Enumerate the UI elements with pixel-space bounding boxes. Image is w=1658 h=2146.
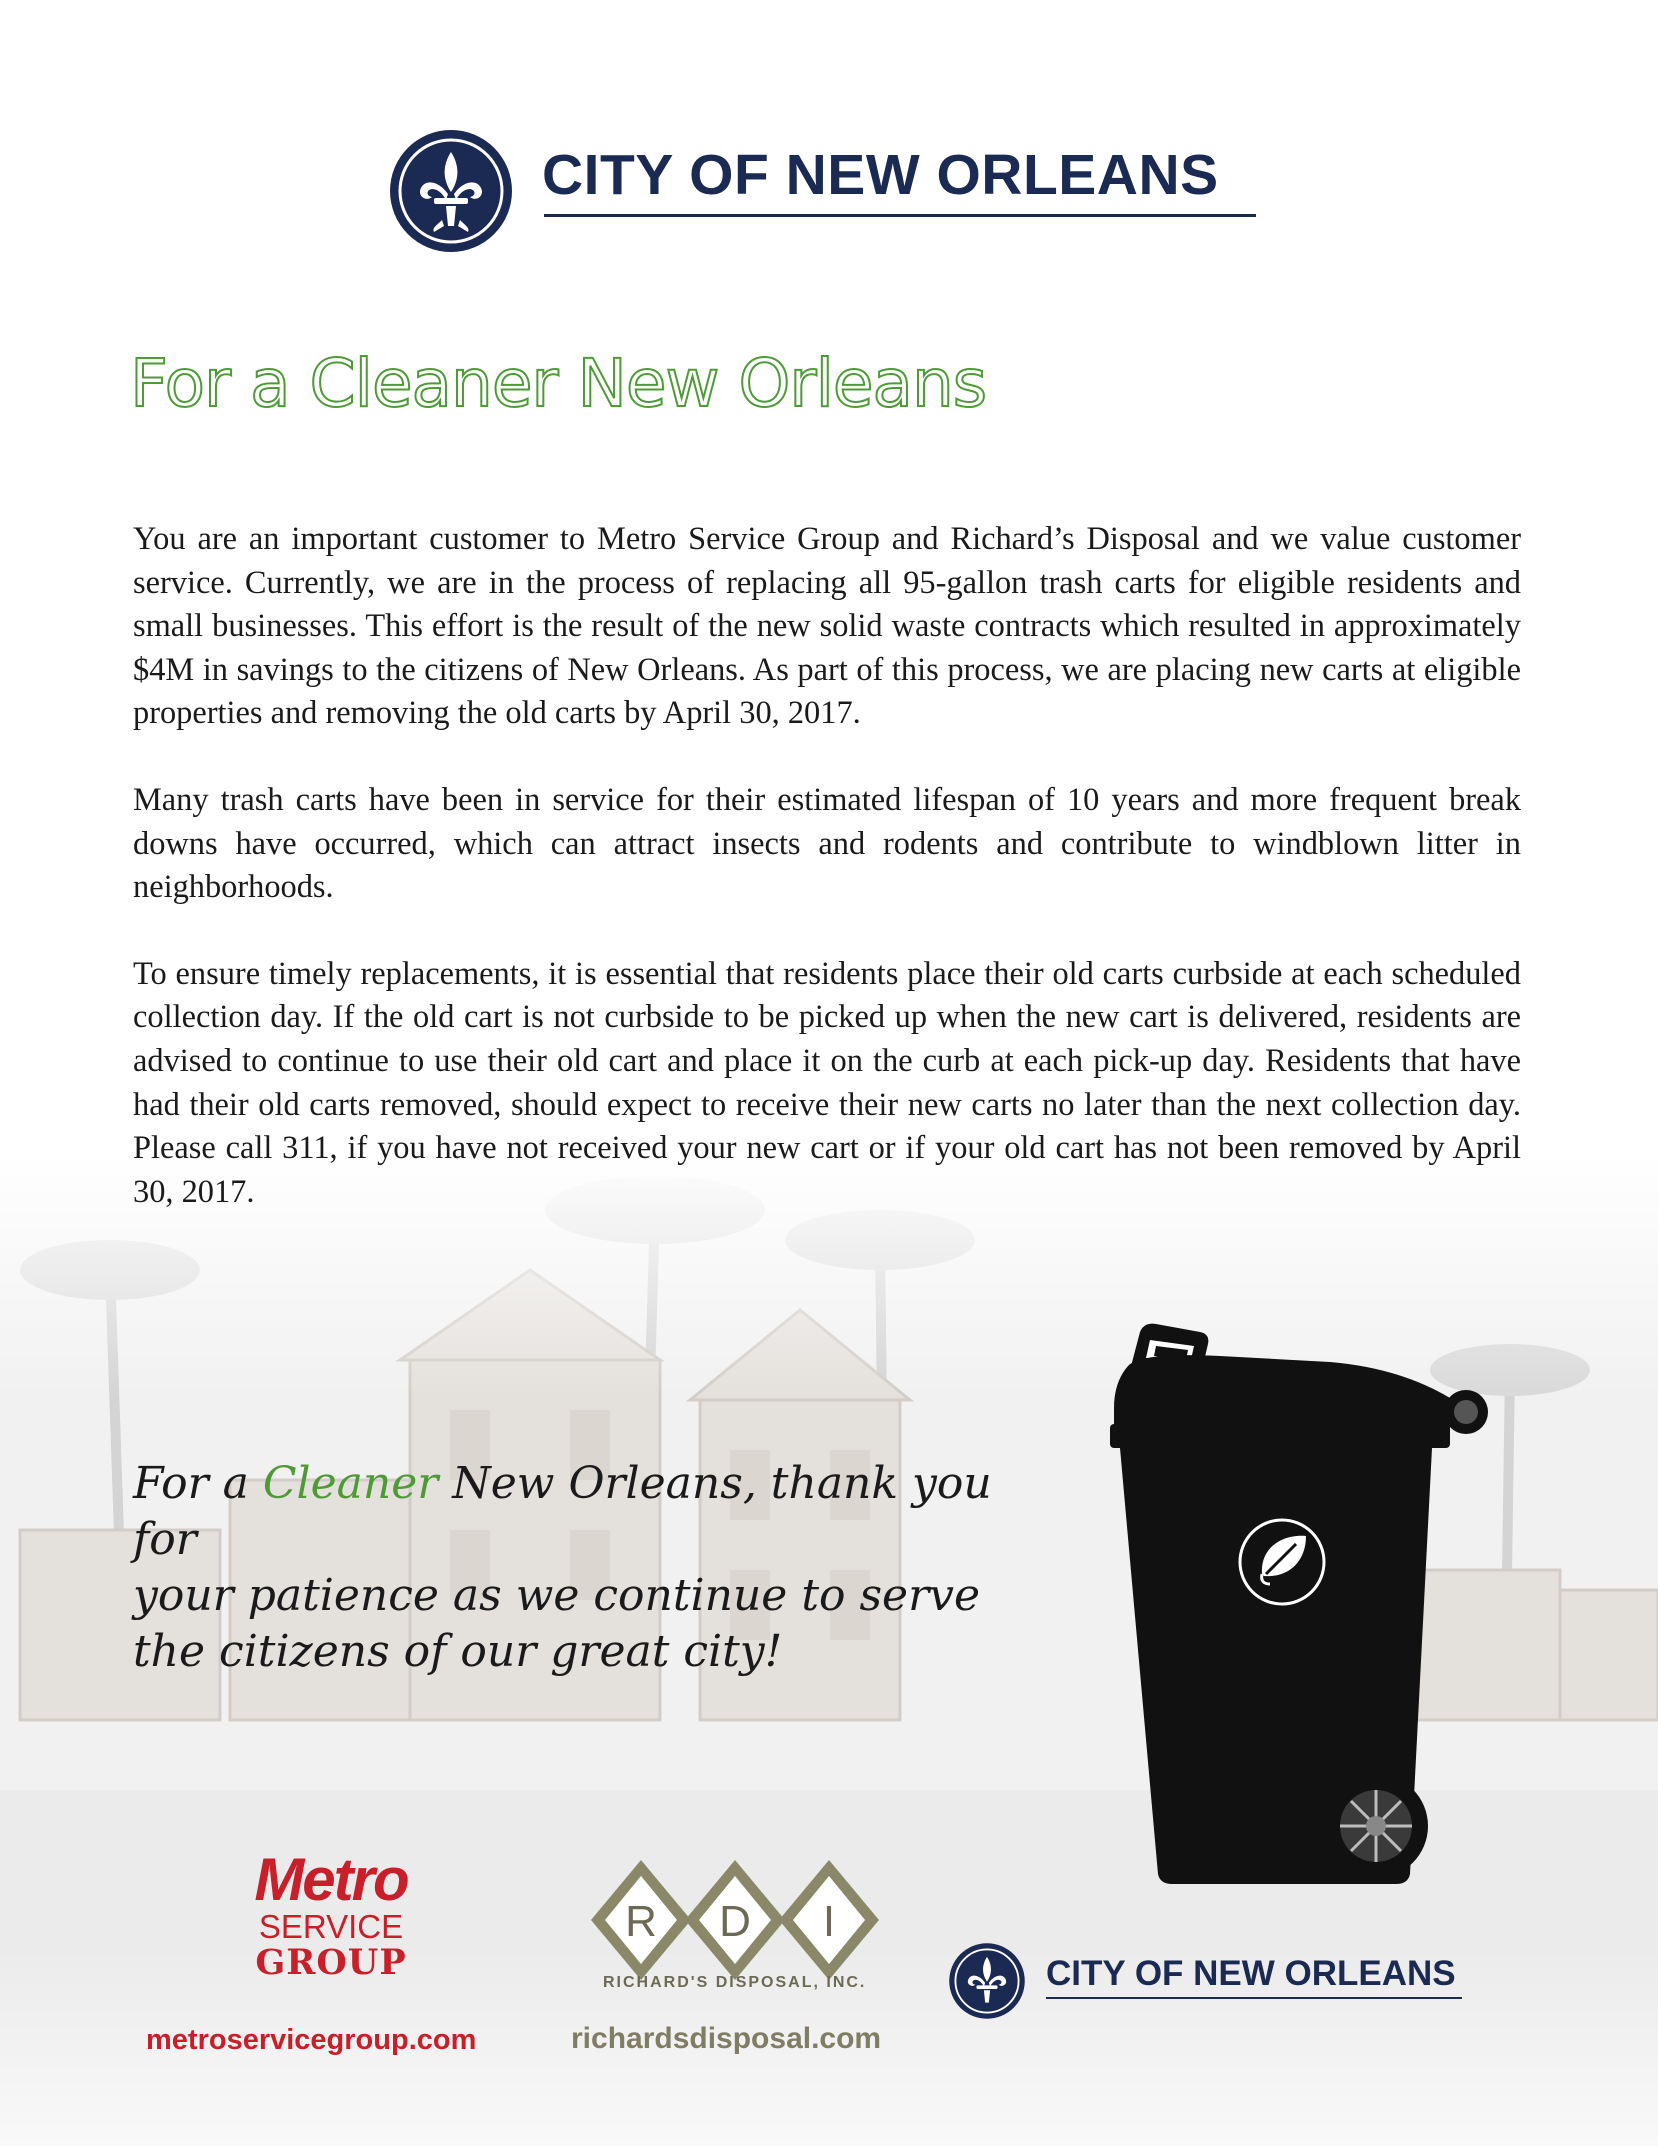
paragraph-intro: You are an important customer to Metro Service Group and Richard’s Disposal and we value customer service. Currently, we are in the process of replacing all 95-gallon trash carts for eligible residents and small businesses. This effort is the result of the new solid waste contracts which resulted in approximately $4M in savings to the citizens of New Orleans. As part of this process, we are placing new carts at eligible properties and removing the old carts by April 30, 2017. bbox=[133, 521, 1521, 732]
thanks-lead: For a bbox=[133, 1458, 263, 1509]
thanks-line1: New Orleans, thank you for bbox=[133, 1458, 992, 1565]
city-header bbox=[388, 128, 1268, 228]
body-text bbox=[133, 518, 1521, 1257]
trash-cart-icon bbox=[1100, 1312, 1500, 1892]
thanks-line3: the citizens of our great city! bbox=[133, 1626, 783, 1677]
thanks-highlight: Cleaner bbox=[262, 1458, 439, 1509]
rdi-letter-i: I bbox=[822, 1897, 836, 1946]
thank-you-message bbox=[133, 1456, 1063, 1680]
fleur-de-lis-seal-icon bbox=[388, 128, 514, 254]
rdi-letter-d: D bbox=[719, 1897, 751, 1946]
metro-logo-word: Metro bbox=[254, 1846, 408, 1913]
metro-logo-service: SERVICE bbox=[258, 1908, 404, 1945]
footer-city-logo bbox=[948, 1942, 1528, 2022]
paragraph-instructions: To ensure timely replacements, it is essential that residents place their old carts curbside at each scheduled collection day. If the old cart is not curbside to be picked up when the new cart is delivered, residents are advised to continue to use their old cart and place it on the curb at each pick-up day. Residents that have had their old carts removed, should expect to receive their new carts no later than the next collection day. Please call 311, if you have not received your new cart or if your old cart has not been removed by April 30, 2017. bbox=[133, 955, 1521, 1210]
footer-city-title: CITY OF NEW ORLEANS bbox=[1046, 1954, 1456, 1993]
page-headline: For a Cleaner New Orleans bbox=[130, 345, 987, 422]
footer-city-underline bbox=[1046, 1997, 1462, 1999]
header-title: CITY OF NEW ORLEANS bbox=[542, 143, 1219, 207]
fleur-de-lis-seal-icon bbox=[948, 1942, 1026, 2020]
rdi-letter-r: R bbox=[625, 1897, 657, 1946]
metro-logo-group: GROUP bbox=[255, 1942, 407, 1983]
thanks-line2: your patience as we continue to serve bbox=[133, 1570, 981, 1621]
rdi-website-link[interactable]: richardsdisposal.com bbox=[571, 2022, 882, 2055]
metro-service-group-logo bbox=[236, 1846, 426, 1983]
rdi-company-name: RICHARD'S DISPOSAL, INC. bbox=[603, 1974, 867, 1991]
header-underline bbox=[544, 214, 1256, 217]
metro-website-link[interactable]: metroservicegroup.com bbox=[146, 2024, 477, 2056]
paragraph-lifespan: Many trash carts have been in service for their estimated lifespan of 10 years and more frequent break downs have occurred, which can attract insects and rodents and contribute to windblown litter in neighborhoods. bbox=[133, 781, 1521, 906]
